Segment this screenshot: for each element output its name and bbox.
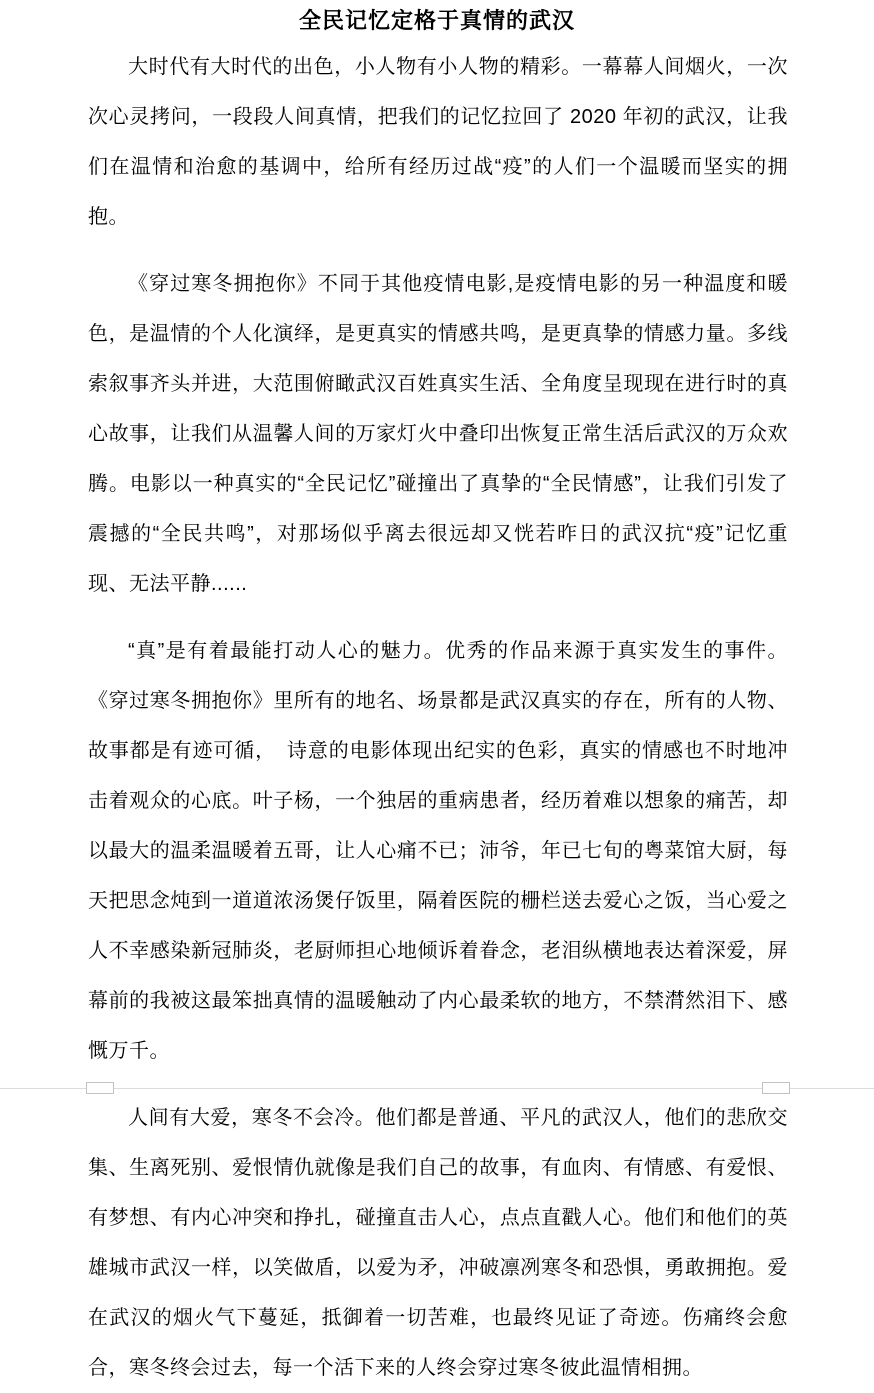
document-body — [88, 42, 788, 1393]
paragraph: 《穿过寒冬拥抱你》不同于其他疫情电影,是疫情电影的另一种温度和暖色，是温情的个人化演绎，是更真实的情感共鸣，是更真挚的情感力量。多线索叙事齐头并进，大范围俯瞰武汉百姓真实生活、全角度呈现现在进行时的真心故事，让我们从温馨人间的万家灯火中叠印出恢复正常生活后武汉的万众欢腾。电影以一种真实的“全民记忆”碰撞出了真挚的“全民情感”，让我们引发了震撼的“全民共鸣”，对那场似乎离去很远却又恍若昨日的武汉抗“疫”记忆重现、无法平静...... — [88, 273, 788, 595]
document-title: 全民记忆定格于真情的武汉 — [298, 8, 575, 33]
paragraph: 大时代有大时代的出色，小人物有小人物的精彩。一幕幕人间烟火，一次次心灵拷问，一段段人间真情，把我们的记忆拉回了 2020 年初的武汉，让我们在温情和治愈的基调中，给所有经历过战“疫”的人们一个温暖而坚实的拥抱。 — [88, 56, 788, 228]
paragraph: “真”是有着最能打动人心的魅力。优秀的作品来源于真实发生的事件。《穿过寒冬拥抱你》里所有的地名、场景都是武汉真实的存在，所有的人物、故事都是有迹可循， 诗意的电影体现出纪实的色彩，真实的情感也不时地冲击着观众的心底。叶子杨，一个独居的重病患者，经历着难以想象的痛苦，却以最大的温柔温暖着五哥，让人心痛不已；沛爷，年已七旬的粤菜馆大厨，每天把思念炖到一道道浓汤煲仔饭里，隔着医院的栅栏送去爱心之饭，当心爱之人不幸感染新冠肺炎，老厨师担心地倾诉着眷念，老泪纵横地表达着深爱，屏幕前的我被这最笨拙真情的温暖触动了内心最柔软的地方，不禁潸然泪下、感慨万千。 — [88, 640, 788, 1062]
paragraph: 人间有大爱，寒冬不会冷。他们都是普通、平凡的武汉人，他们的悲欣交集、生离死别、爱恨情仇就像是我们自己的故事，有血肉、有情感、有爱恨、有梦想、有内心冲突和挣扎，碰撞直击人心，点点直戳人心。他们和他们的英雄城市武汉一样，以笑做盾，以爱为矛，冲破凛冽寒冬和恐惧，勇敢拥抱。爱在武汉的烟火气下蔓延，抵御着一切苦难，也最终见证了奇迹。伤痛终会愈合，寒冬终会过去，每一个活下来的人终会穿过寒冬彼此温情相拥。 — [88, 1107, 788, 1379]
